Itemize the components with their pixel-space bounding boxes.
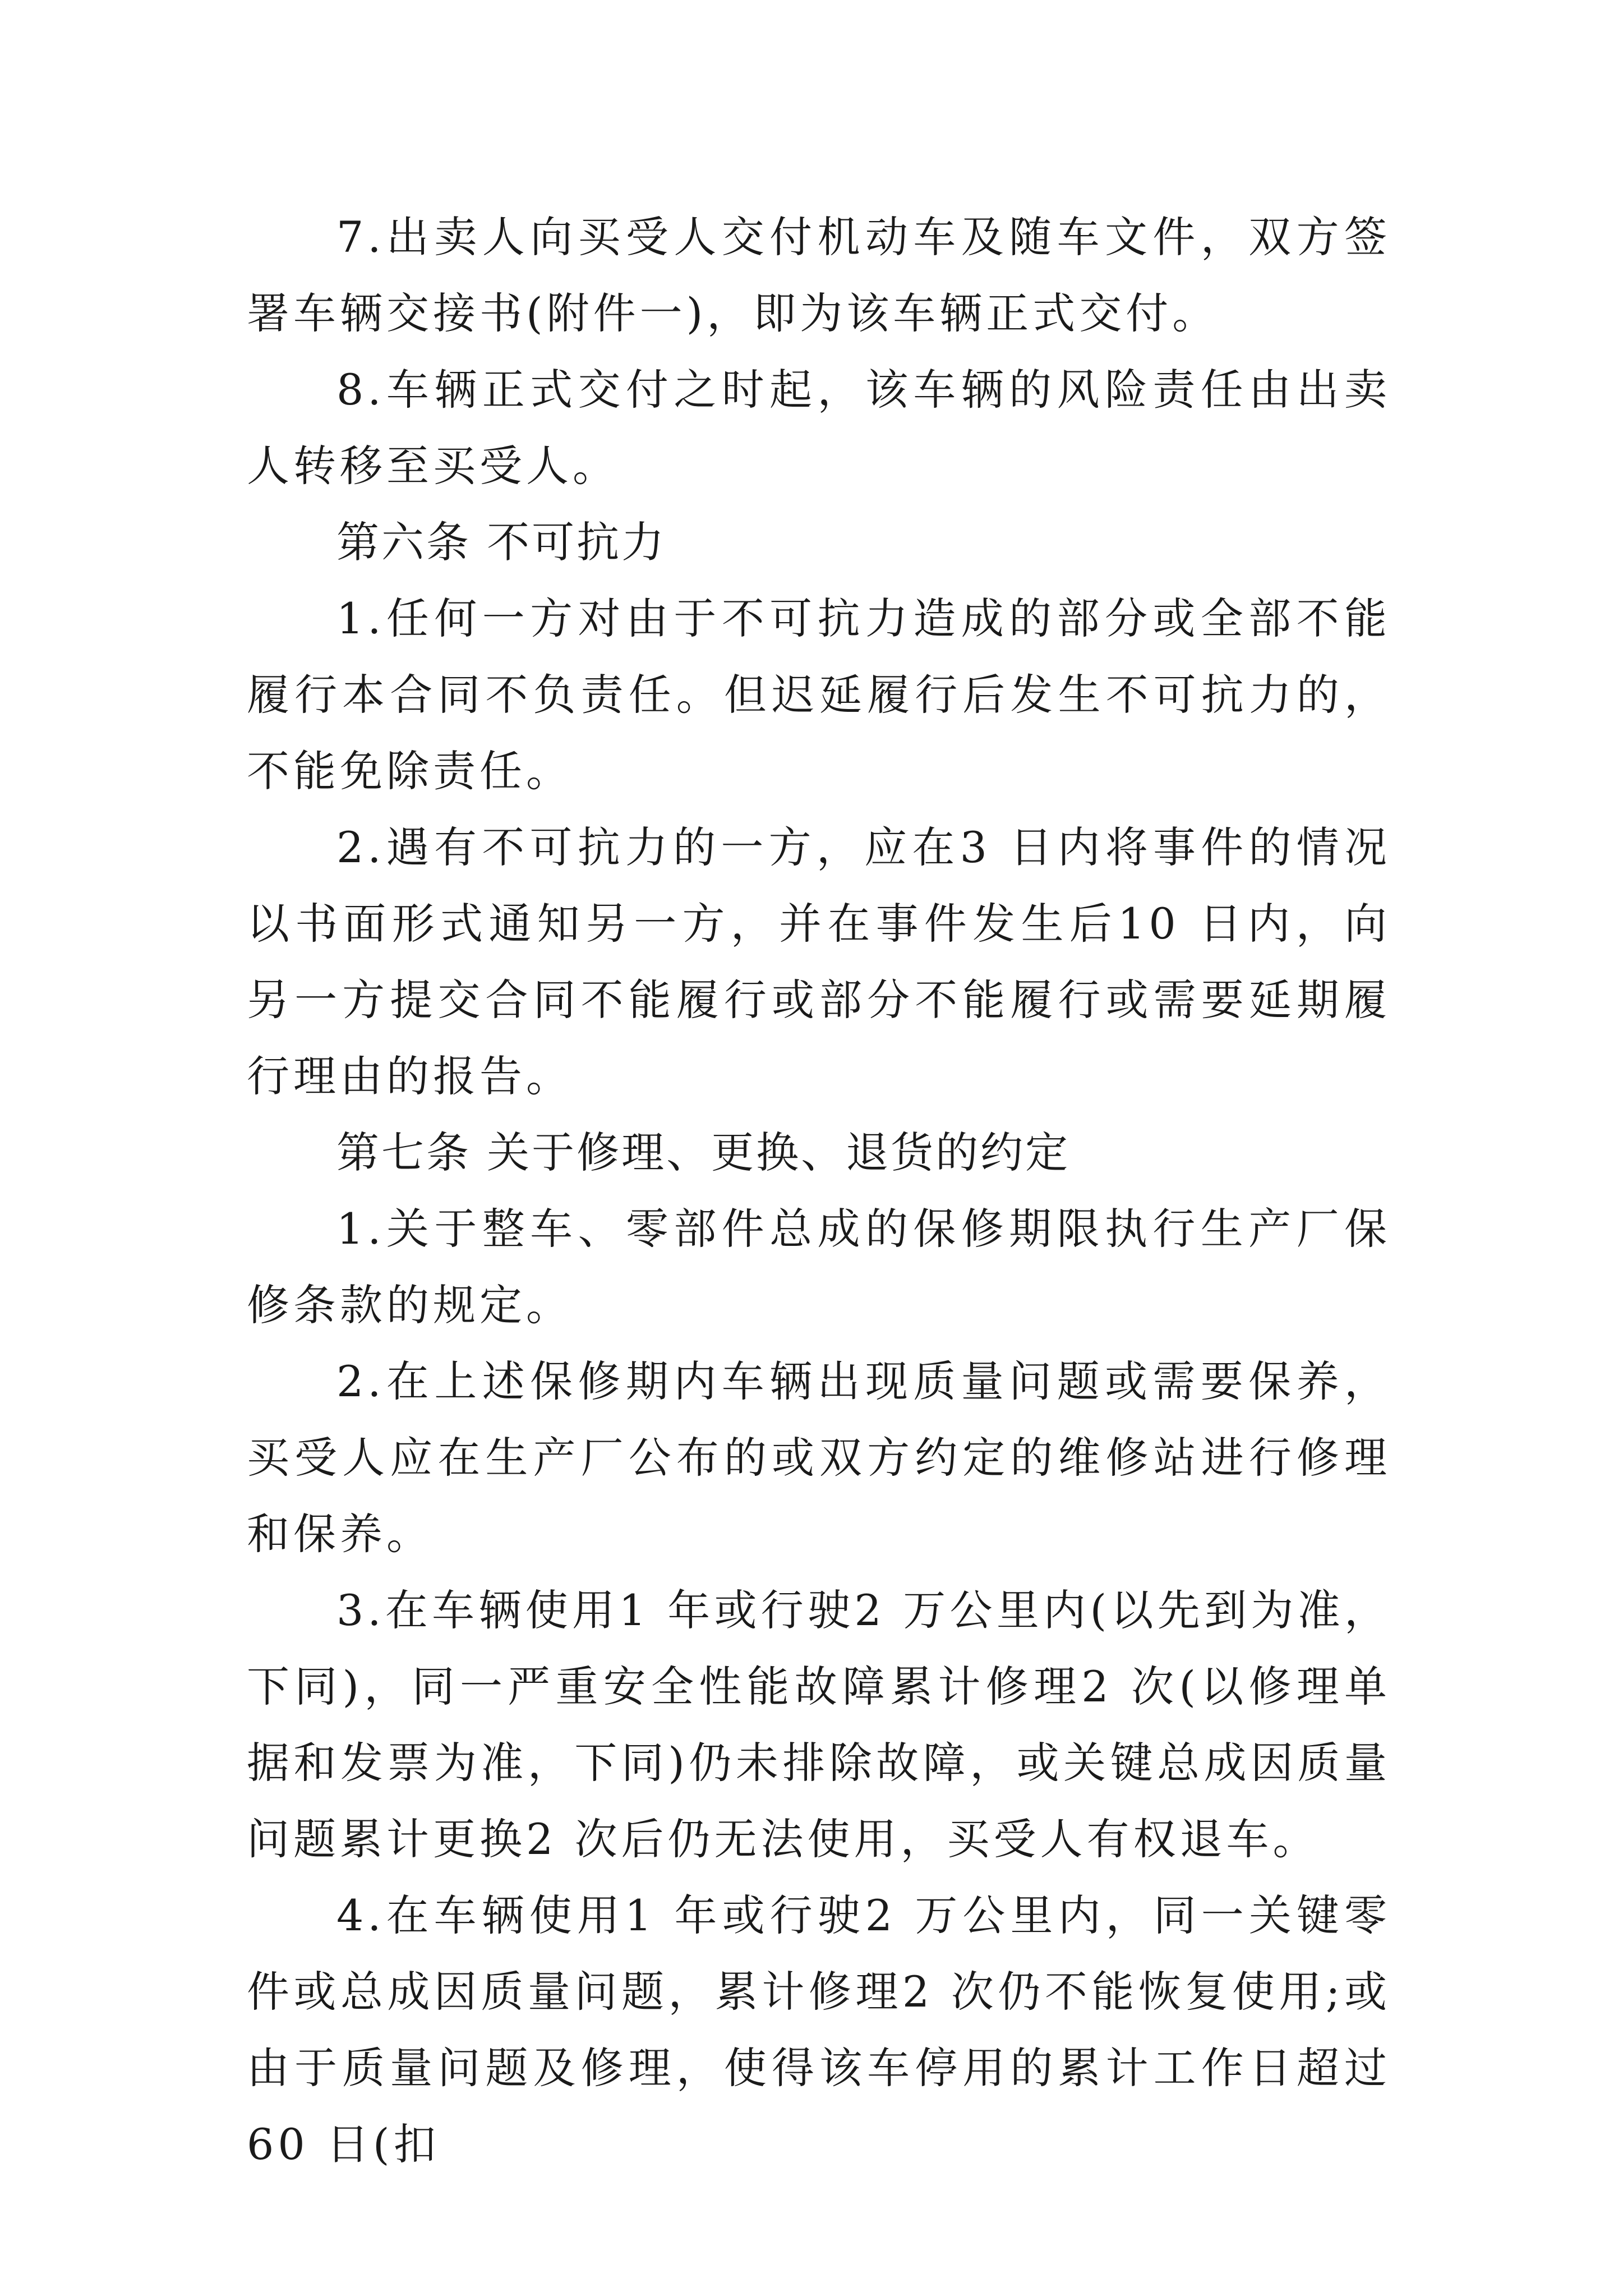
clause-7-item-4: 4.在车辆使用1 年或行驶2 万公里内，同一关键零件或总成因质量问题，累计修理2 次仍不能恢复使用;或由于质量问题及修理，使得该车停用的累计工作日超过60 日(扣 xyxy=(247,1890,1391,2169)
clause-7-item-1: 1.关于整车、零部件总成的保修期限执行生产厂保修条款的规定。 xyxy=(247,1204,1391,1330)
clause-7-item-3: 3.在车辆使用1 年或行驶2 万公里内(以先到为准，下同)，同一严重安全性能故障累计修理2 次(以修理单据和发票为准，下同)仍未排除故障，或关键总成因质量问题累计更换2 次后仍无法使用，买受人有权退车。 xyxy=(247,1585,1391,1864)
article-6-heading: 第六条 不可抗力 xyxy=(336,517,667,567)
clause-5-item-7: 7.出卖人向买受人交付机动车及随车文件，双方签署车辆交接书(附件一)，即为该车辆正式交付。 xyxy=(247,212,1391,338)
clause-7-item-2: 2.在上述保修期内车辆出现质量问题或需要保养，买受人应在生产厂公布的或双方约定的维修站进行修理和保养。 xyxy=(247,1356,1391,1559)
clause-5-item-8: 8.车辆正式交付之时起，该车辆的风险责任由出卖人转移至买受人。 xyxy=(247,365,1391,491)
article-7-heading: 第七条 关于修理、更换、退货的约定 xyxy=(336,1128,1071,1177)
clause-6-item-2: 2.遇有不可抗力的一方，应在3 日内将事件的情况以书面形式通知另一方，并在事件发生后10 日内，向另一方提交合同不能履行或部分不能履行或需要延期履行理由的报告。 xyxy=(247,822,1391,1101)
document-body xyxy=(247,199,1391,2183)
clause-6-item-1: 1.任何一方对由于不可抗力造成的部分或全部不能履行本合同不负责任。但迟延履行后发生不可抗力的，不能免除责任。 xyxy=(247,593,1391,796)
